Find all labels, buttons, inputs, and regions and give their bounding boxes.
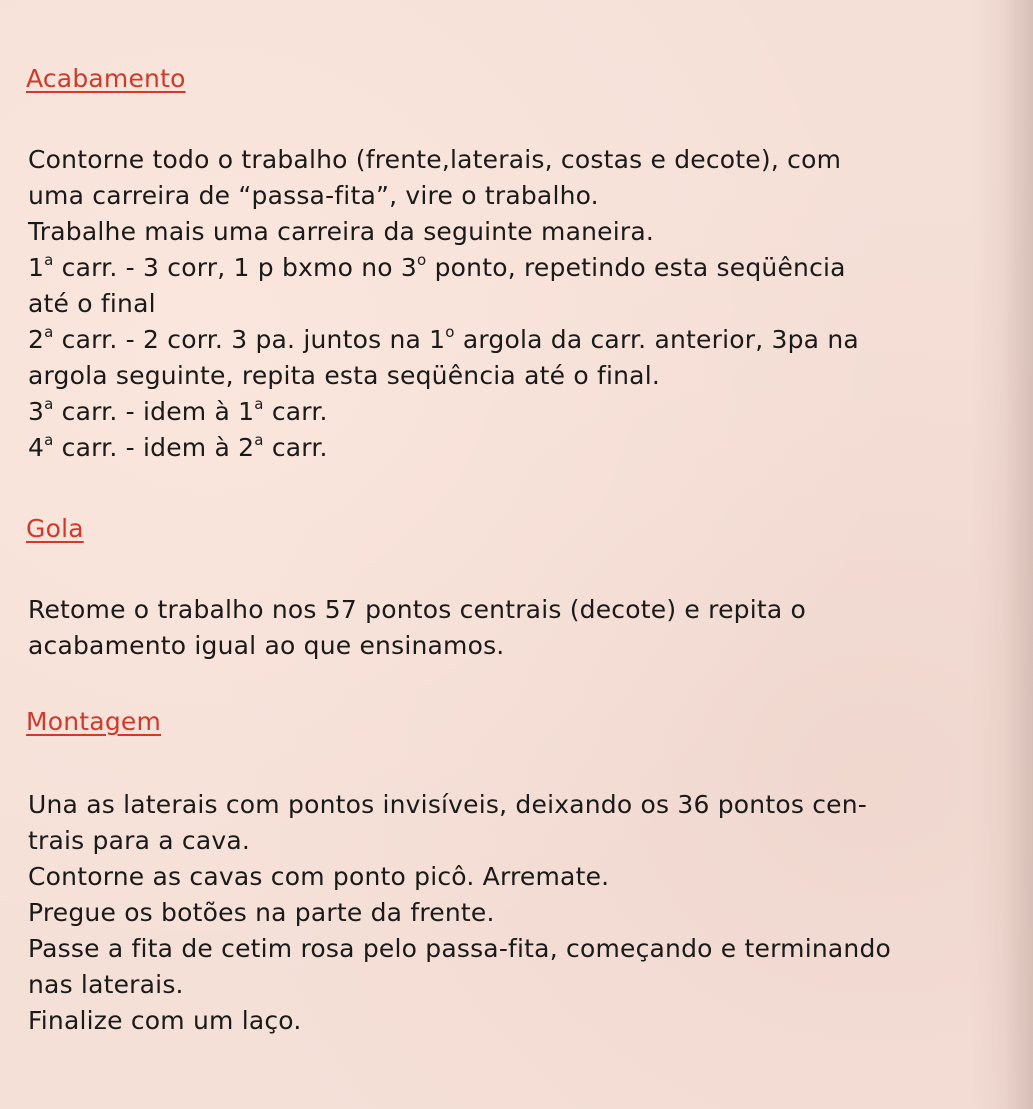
text-line — [28, 142, 1003, 178]
text-segment: argola seguinte, repita esta seqüência até o final. — [28, 361, 660, 390]
ordinal-superscript: a — [254, 395, 264, 413]
paragraph-gola — [28, 592, 1003, 664]
text-segment: 2 — [28, 325, 45, 354]
heading-montagem: Montagem — [26, 707, 162, 736]
text-line — [28, 214, 1003, 250]
text-segment: carr. - 3 corr, 1 p bxmo no 3 — [53, 253, 418, 282]
text-line — [28, 430, 1003, 466]
text-segment: Trabalhe mais uma carreira da seguinte maneira. — [28, 217, 655, 246]
ordinal-superscript: a — [44, 395, 54, 413]
paragraph-acabamento — [28, 142, 1003, 466]
ordinal-superscript: o — [417, 251, 427, 269]
text-segment: carr. — [263, 397, 328, 426]
text-segment: 4 — [28, 433, 45, 462]
text-line — [28, 286, 1003, 322]
text-line — [28, 592, 1003, 628]
text-line — [28, 931, 1003, 967]
paragraph-montagem — [28, 787, 1003, 1039]
text-segment: acabamento igual ao que ensinamos. — [28, 631, 505, 660]
text-segment: carr. - idem à 1 — [53, 397, 255, 426]
heading-acabamento: Acabamento — [26, 64, 186, 93]
ordinal-superscript: a — [44, 431, 54, 449]
text-line — [28, 895, 1003, 931]
text-line — [28, 322, 1003, 358]
ordinal-superscript: a — [254, 431, 264, 449]
text-segment: Contorne todo o trabalho (frente,laterais, costas e decote), com — [28, 145, 842, 174]
ordinal-superscript: o — [445, 323, 455, 341]
text-segment: uma carreira de “passa-fita”, vire o trabalho. — [28, 181, 599, 210]
text-line — [28, 967, 1003, 1003]
text-segment: 3 — [28, 397, 45, 426]
ordinal-superscript: a — [44, 251, 54, 269]
text-line — [28, 859, 1003, 895]
text-segment: ponto, repetindo esta seqüência — [426, 253, 846, 282]
text-segment: carr. - idem à 2 — [53, 433, 255, 462]
text-segment: trais para a cava. — [28, 826, 251, 855]
text-segment: Pregue os botões na parte da frente. — [28, 898, 495, 927]
text-segment: até o final — [28, 289, 156, 318]
text-segment: Contorne as cavas com ponto picô. Arremate. — [28, 862, 610, 891]
heading-gola: Gola — [26, 514, 84, 543]
text-segment: carr. - 2 corr. 3 pa. juntos na 1 — [53, 325, 446, 354]
text-segment: 1 — [28, 253, 45, 282]
text-line — [28, 823, 1003, 859]
text-line — [28, 394, 1003, 430]
text-segment: Finalize com um laço. — [28, 1006, 302, 1035]
text-segment: nas laterais. — [28, 970, 184, 999]
text-line — [28, 250, 1003, 286]
text-segment: Passe a fita de cetim rosa pelo passa-fita, começando e terminando — [28, 934, 892, 963]
text-line — [28, 787, 1003, 823]
page-edge-shadow — [1003, 0, 1033, 1109]
ordinal-superscript: a — [44, 323, 54, 341]
text-line — [28, 628, 1003, 664]
text-segment: Una as laterais com pontos invisíveis, deixando os 36 pontos cen- — [28, 790, 867, 819]
text-line — [28, 1003, 1003, 1039]
text-segment: argola da carr. anterior, 3pa na — [454, 325, 859, 354]
text-segment: carr. — [263, 433, 328, 462]
text-line — [28, 358, 1003, 394]
text-line — [28, 178, 1003, 214]
text-segment: Retome o trabalho nos 57 pontos centrais (decote) e repita o — [28, 595, 807, 624]
